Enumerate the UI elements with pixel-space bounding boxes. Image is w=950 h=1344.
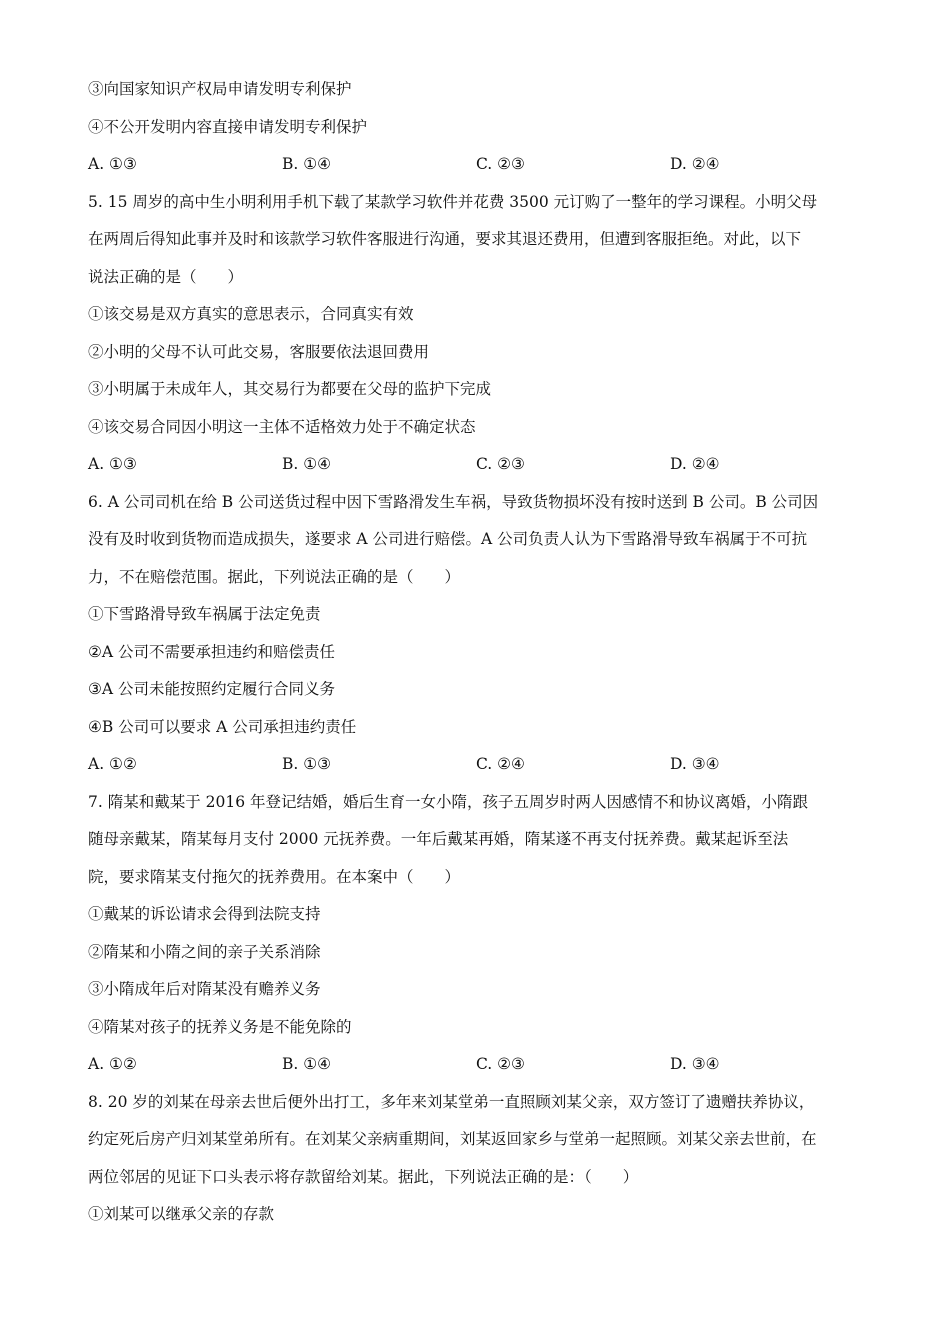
question-stem-line: 两位邻居的见证下口头表示将存款留给刘某。据此，下列说法正确的是：（ ）: [88, 1167, 639, 1186]
option-line: ③小明属于未成年人，其交易行为都要在父母的监护下完成: [88, 380, 492, 398]
option-line: ②A 公司不需要承担违约和赔偿责任: [88, 642, 336, 661]
option-line: ④该交易合同因小明这一主体不适格效力处于不确定状态: [88, 417, 476, 436]
question-stem-line: 约定死后房产归刘某堂弟所有。在刘某父亲病重期间，刘某返回家乡与堂弟一起照顾。刘某父亲去世前，在: [88, 1130, 817, 1148]
question-stem-line: 力，不在赔偿范围。据此，下列说法正确的是（ ）: [88, 567, 461, 586]
choice-c: C. ②③: [476, 455, 525, 473]
option-line: ①刘某可以继承父亲的存款: [88, 1205, 275, 1223]
option-line: ③向国家知识产权局申请发明专利保护: [88, 80, 352, 98]
question-stem-line: 随母亲戴某，隋某每月支付 2000 元抚养费。一年后戴某再婚，隋某遂不再支付抚养费。戴某起诉至法: [88, 830, 789, 848]
answer-choices: [88, 1053, 872, 1091]
choice-d: D. ②④: [670, 155, 720, 173]
question-6: [88, 491, 872, 791]
exam-page: [88, 78, 872, 1241]
answer-choices: [88, 453, 872, 491]
choice-b: B. ①③: [282, 755, 332, 773]
carry-over-block: [88, 78, 872, 191]
option-line: ②小明的父母不认可此交易，客服要依法退回费用: [88, 342, 430, 361]
option-line: ③小隋成年后对隋某没有赡养义务: [88, 980, 321, 998]
option-line: ①下雪路滑导致车祸属于法定免责: [88, 605, 321, 623]
choice-c: C. ②④: [476, 755, 525, 773]
option-line: ④B 公司可以要求 A 公司承担违约责任: [88, 717, 357, 736]
option-line: ①该交易是双方真实的意思表示，合同真实有效: [88, 305, 414, 323]
choice-d: D. ③④: [670, 755, 720, 773]
question-7: [88, 791, 872, 1091]
choice-a: A. ①②: [88, 1055, 137, 1073]
question-8: [88, 1091, 872, 1241]
choice-a: A. ①②: [88, 755, 137, 773]
option-line: ④不公开发明内容直接申请发明专利保护: [88, 117, 368, 136]
option-line: ④隋某对孩子的抚养义务是不能免除的: [88, 1017, 352, 1036]
question-5: [88, 191, 872, 491]
choice-d: D. ②④: [670, 455, 720, 473]
question-stem-line: 没有及时收到货物而造成损失，遂要求 A 公司进行赔偿。A 公司负责人认为下雪路滑导致车祸属于不可抗: [88, 530, 808, 548]
choice-c: C. ②③: [476, 1055, 525, 1073]
choice-a: A. ①③: [88, 455, 137, 473]
question-stem-line: 7. 隋某和戴某于 2016 年登记结婚，婚后生育一女小隋，孩子五周岁时两人因感情不和协议离婚，小隋跟: [88, 792, 809, 811]
choice-a: A. ①③: [88, 155, 137, 173]
question-stem-line: 院，要求隋某支付拖欠的抚养费用。在本案中（ ）: [88, 867, 461, 886]
question-stem-line: 6. A 公司司机在给 B 公司送货过程中因下雪路滑发生车祸，导致货物损坏没有按时送到 B 公司。B 公司因: [88, 492, 819, 511]
choice-b: B. ①④: [282, 455, 332, 473]
option-line: ②隋某和小隋之间的亲子关系消除: [88, 942, 321, 961]
question-stem-line: 在两周后得知此事并及时和该款学习软件客服进行沟通，要求其退还费用，但遭到客服拒绝。对此，以下: [88, 230, 802, 248]
choice-b: B. ①④: [282, 1055, 332, 1073]
choice-d: D. ③④: [670, 1055, 720, 1073]
answer-choices: [88, 153, 872, 191]
choice-c: C. ②③: [476, 155, 525, 173]
option-line: ③A 公司未能按照约定履行合同义务: [88, 680, 336, 698]
option-line: ①戴某的诉讼请求会得到法院支持: [88, 905, 321, 923]
question-stem-line: 5. 15 周岁的高中生小明利用手机下载了某款学习软件并花费 3500 元订购了一整年的学习课程。小明父母: [88, 192, 818, 211]
question-stem-line: 说法正确的是（ ）: [88, 267, 244, 286]
question-stem-line: 8. 20 岁的刘某在母亲去世后便外出打工，多年来刘某堂弟一直照顾刘某父亲，双方签订了遗赠扶养协议，: [88, 1092, 815, 1111]
choice-b: B. ①④: [282, 155, 332, 173]
answer-choices: [88, 753, 872, 791]
